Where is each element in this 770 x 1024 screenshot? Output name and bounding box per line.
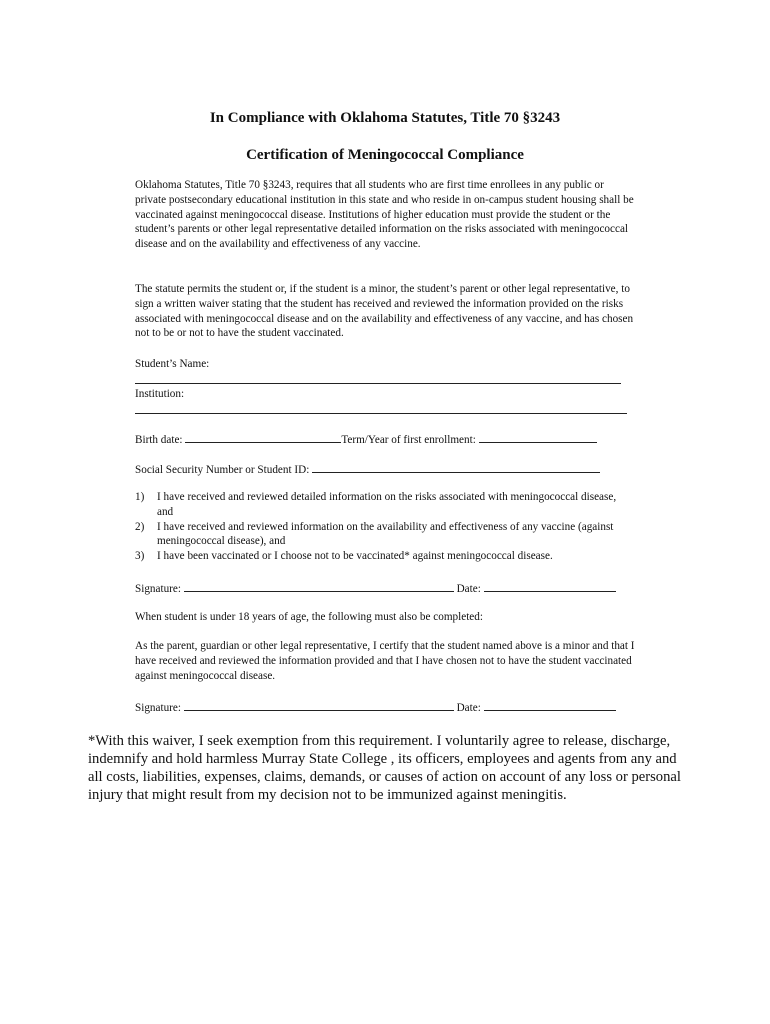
acknowledgement-text: I have received and reviewed information on the availability and effectiveness of any vaccine (against meningococcal disease), and (157, 520, 614, 548)
guardian-statement (135, 639, 635, 683)
acknowledgement-item (135, 520, 635, 550)
ssn-row (135, 461, 635, 478)
waiver-statement: *With this waiver, I seek exemption from this requirement. I voluntarily agree to release, discharge, indemnify and hold harmless Murray State College , its officers, employees and agents from any and all costs, liabilities, expenses, claims, demands, or causes of action on account of any loss or personal injury that might result from my decision not to be immunized against meningitis. (88, 733, 681, 803)
student-date-field[interactable] (484, 580, 616, 592)
statute-paragraph-text: Oklahoma Statutes, Title 70 §3243, requires that all students who are first time enrollees in any public or private postsecondary educational institution in this state and who reside in on-campus student housing shall be vaccinated against meningococcal disease. Institutions of higher education must provide the student or the student’s parents or other legal representative detailed information on the risks associated with meningococcal disease and on the availability and effectiveness of any vaccine. (135, 179, 634, 251)
signature-label: Signature: (135, 583, 181, 595)
acknowledgement-item (135, 549, 635, 564)
guardian-statement-text: As the parent, guardian or other legal representative, I certify that the student named above is a minor and that I have received and reviewed the information provided and that I have chosen not to have the student vaccinated against meningococcal disease. (135, 640, 635, 682)
acknowledgement-number: 1) (135, 491, 145, 503)
institution-label: Institution: (135, 388, 185, 400)
waiver-permission-paragraph (135, 282, 635, 341)
ssn-label: Social Security Number or Student ID: (135, 464, 310, 476)
acknowledgement-item (135, 490, 635, 520)
student-signature-row (135, 580, 635, 597)
birth-date-field[interactable] (185, 431, 341, 443)
acknowledgement-number: 2) (135, 520, 145, 533)
guardian-date-field[interactable] (484, 699, 616, 711)
acknowledgement-list (135, 490, 635, 564)
guardian-signature-field[interactable] (184, 699, 454, 711)
term-label: Term/Year of first enrollment: (341, 434, 476, 446)
term-field[interactable] (479, 431, 597, 443)
statute-paragraph (135, 178, 635, 252)
acknowledgement-text: I have received and reviewed detailed information on the risks associated with meningococcal disease, and (157, 491, 617, 518)
birth-term-row (135, 431, 635, 448)
date-label: Date: (456, 702, 481, 714)
student-signature-field[interactable] (184, 580, 454, 592)
date-label: Date: (456, 583, 481, 595)
acknowledgement-number: 3) (135, 550, 145, 563)
institution-field[interactable] (135, 413, 627, 414)
student-name-field[interactable] (135, 383, 621, 384)
minor-notice: When student is under 18 years of age, the following must also be completed: (135, 611, 483, 623)
document-title: In Compliance with Oklahoma Statutes, Title 70 §3243 (209, 110, 561, 126)
document-subtitle: Certification of Meningococcal Compliance (246, 147, 524, 163)
ssn-field[interactable] (312, 461, 600, 473)
waiver-permission-text: The statute permits the student or, if the student is a minor, the student’s parent or other legal representative, to sign a written waiver stating that the student has received and reviewed the information provided on the risks associated with meningococcal disease and on the availability and effectiveness of any vaccine, and has chosen not to be or not to have the student vaccinated. (135, 283, 634, 340)
guardian-signature-row (135, 699, 635, 716)
acknowledgement-text: I have been vaccinated or I choose not to be vaccinated* against meningococcal disease. (157, 550, 553, 563)
student-name-label: Student’s Name: (135, 358, 210, 370)
birth-date-label: Birth date: (135, 434, 183, 446)
signature-label: Signature: (135, 702, 181, 714)
